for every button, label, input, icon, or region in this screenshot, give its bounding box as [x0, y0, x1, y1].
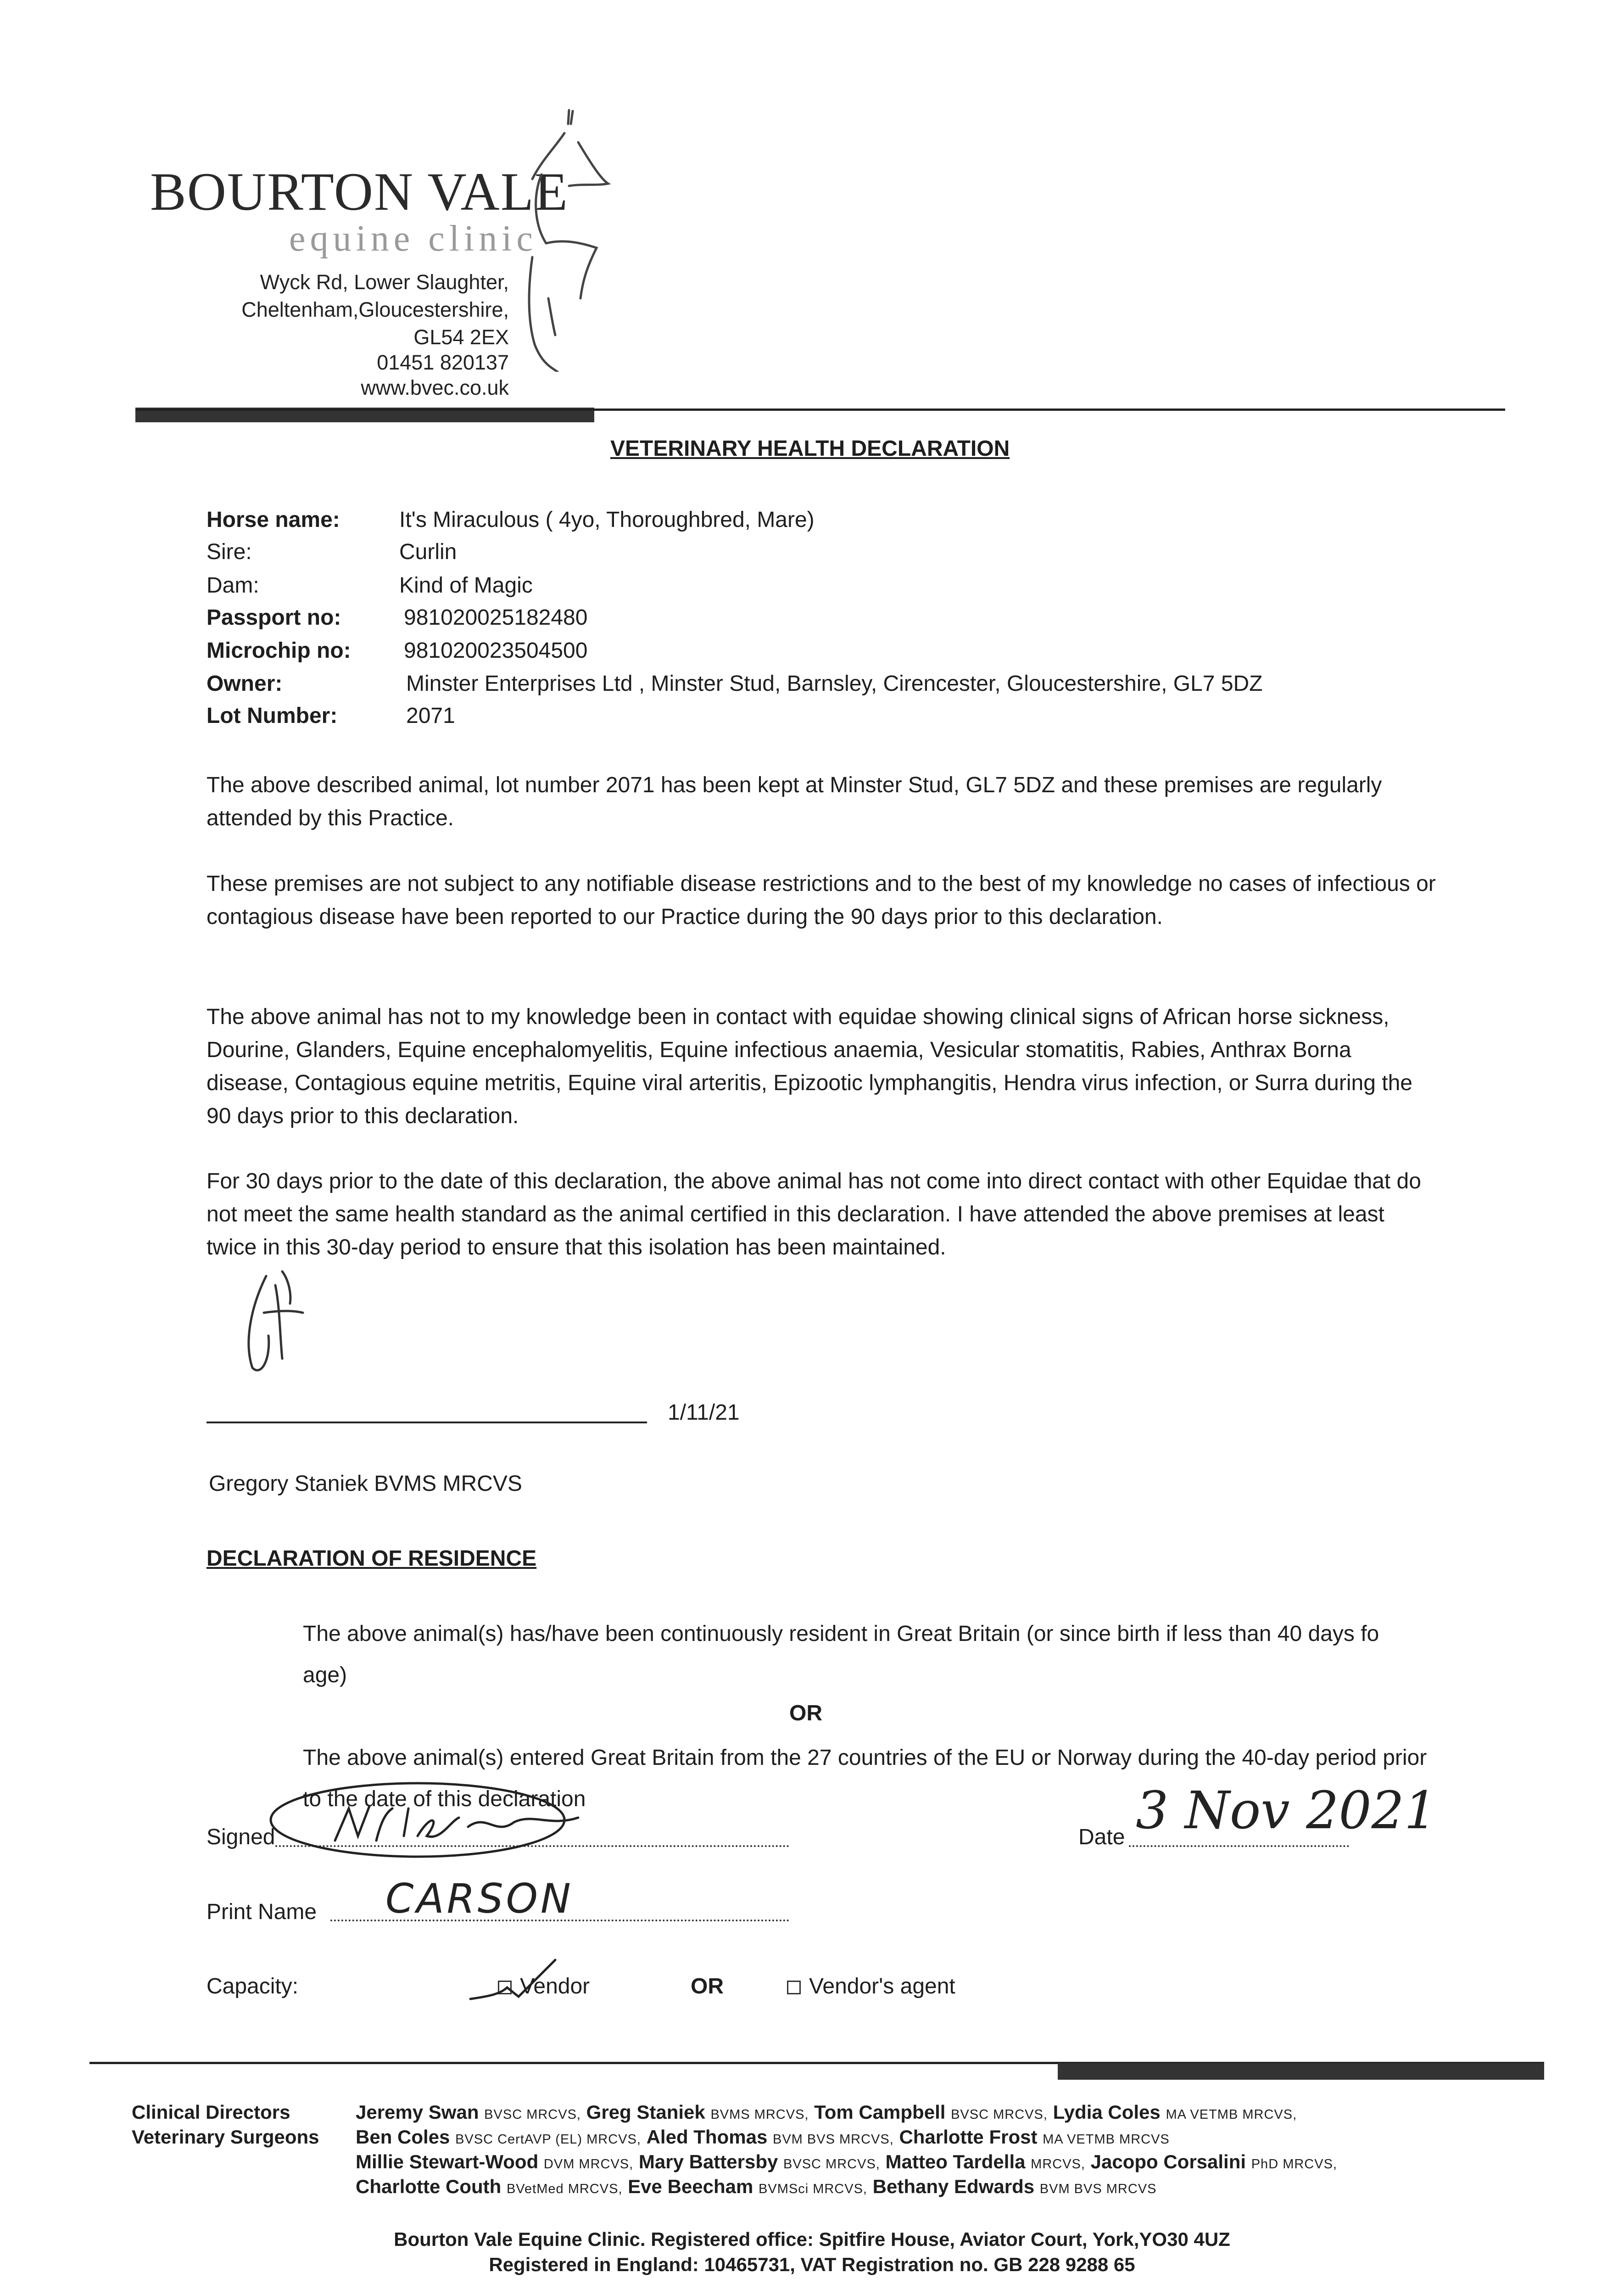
staff-name: Jeremy Swan — [356, 2101, 479, 2123]
staff-quals: MA VETMB MRCVS — [1043, 2132, 1170, 2147]
staff-name: Charlotte Couth — [356, 2176, 502, 2197]
field-label: Horse name: — [206, 508, 340, 532]
field-label: Sire: — [206, 540, 252, 564]
staff-quals: BVSC MRCVS, — [951, 2107, 1048, 2122]
horse-logo-icon — [514, 106, 624, 372]
staff-quals: BVMS MRCVS, — [710, 2107, 809, 2122]
passport-value: 981020025182480 — [404, 605, 588, 630]
staff-quals: MA VETMB MRCVS, — [1166, 2107, 1297, 2122]
declaration-paragraph: The above animal has not to my knowledge been in contact with equidae showing clinical signs of African horse sickness, Dourine, Glanders, Equine encephalomyelitis, Equine infectious anaemia, Vesicular stomatitis, Rabies, Anthrax Borna disease, Contagious equine metritis, Equine viral arteritis, Epizootic lymphangitis, Hendra virus infection, or Surra during the 90 days prior to this declaration. — [206, 1005, 1412, 1128]
residence-date-value: 3 Nov 2021 — [1136, 1781, 1437, 1841]
address-line: 01451 820137 — [377, 351, 509, 374]
staff-quals: DVM MRCVS, — [543, 2157, 634, 2172]
dam-value: Kind of Magic — [399, 573, 533, 598]
vendor-tick-icon — [468, 1955, 560, 2006]
staff-name: Greg Staniek — [586, 2101, 705, 2123]
clinical-directors-label: Clinical Directors — [132, 2101, 290, 2123]
field-label: Lot Number: — [206, 704, 338, 728]
registered-office: Bourton Vale Equine Clinic. Registered office: Spitfire House, Aviator Court, York,YO30 4UZ — [394, 2228, 1230, 2250]
staff-name: Ben Coles — [356, 2126, 450, 2148]
print-name-value: CARSON — [385, 1875, 574, 1922]
vet-signature-icon — [239, 1267, 321, 1377]
microchip-value: 981020023504500 — [404, 638, 588, 663]
declaration-paragraph: For 30 days prior to the date of this declaration, the above animal has not come into direct contact with other Equidae that do not meet the same health standard as the animal certified in this declaration. I have attended the above premises at least twice in this 30-day period to ensure that this isolation has been maintained. — [206, 1169, 1421, 1259]
staff-name: Charlotte Frost — [899, 2126, 1038, 2148]
clinic-subtitle: equine clinic — [289, 218, 537, 259]
date-line — [1129, 1845, 1349, 1847]
staff-line — [356, 2176, 1157, 2198]
field-label: Dam: — [206, 573, 259, 598]
staff-name: Eve Beecham — [628, 2176, 753, 2197]
staff-name: Aled Thomas — [646, 2126, 768, 2148]
footer-rule-thick — [1058, 2063, 1544, 2080]
staff-name: Lydia Coles — [1053, 2101, 1161, 2123]
address-line: GL54 2EX — [413, 325, 509, 349]
staff-quals: MRCVS, — [1031, 2157, 1085, 2172]
residence-option-2: The above animal(s) entered Great Britain from the 27 countries of the EU or Norway during the 40-day period prior to the date of this declaration — [303, 1746, 1427, 1811]
staff-name: Tom Campbell — [814, 2101, 946, 2123]
staff-quals: BVSC MRCVS, — [783, 2157, 880, 2172]
vet-name: Gregory Staniek BVMS MRCVS — [209, 1472, 522, 1496]
print-name-label: Print Name — [206, 1900, 317, 1924]
field-label: Microchip no: — [206, 638, 351, 663]
residence-option-1: The above animal(s) has/have been continuously resident in Great Britain (or since birth if less than 40 days fo age) — [303, 1622, 1379, 1687]
vendor-agent-checkbox[interactable] — [787, 1981, 801, 1994]
lot-number-value: 2071 — [406, 704, 455, 728]
staff-quals: PhD MRCVS, — [1251, 2157, 1337, 2172]
staff-name: Matteo Tardella — [885, 2151, 1026, 2172]
address-line: Cheltenham,Gloucestershire, — [241, 298, 509, 321]
address-line: Wyck Rd, Lower Slaughter, — [260, 270, 509, 294]
staff-name: Jacopo Corsalini — [1090, 2151, 1246, 2172]
sire-value: Curlin — [399, 540, 457, 564]
header-rule — [135, 409, 1505, 411]
capacity-or: OR — [691, 1974, 724, 1998]
residence-or: OR — [789, 1701, 822, 1725]
registration-numbers: Registered in England: 10465731, VAT Registration no. GB 228 9288 65 — [489, 2254, 1135, 2275]
owner-value: Minster Enterprises Ltd , Minster Stud, Barnsley, Cirencester, Gloucestershire, GL7 5DZ — [406, 672, 1263, 696]
veterinary-surgeons-label: Veterinary Surgeons — [132, 2126, 319, 2148]
declaration-paragraph: These premises are not subject to any notifiable disease restrictions and to the best of my knowledge no cases of infectious or contagious disease have been reported to our Practice during the 90 days prior to this declaration. — [206, 872, 1436, 929]
staff-quals: BVM BVS MRCVS — [1039, 2182, 1157, 2196]
capacity-agent-option[interactable] — [787, 1974, 955, 1999]
vet-signature-line — [206, 1422, 647, 1423]
staff-name: Bethany Edwards — [872, 2176, 1035, 2197]
field-label: Passport no: — [206, 605, 341, 630]
field-label: Owner: — [206, 672, 283, 696]
capacity-label: Capacity: — [206, 1974, 299, 1998]
staff-line — [356, 2151, 1337, 2173]
vet-signature-date: 1/11/21 — [668, 1400, 740, 1425]
vendor-agent-label: Vendor's agent — [809, 1974, 955, 1998]
staff-quals: BVSC CertAVP (EL) MRCVS, — [455, 2132, 641, 2147]
staff-line — [356, 2126, 1170, 2148]
vendor-label: Vendor — [520, 1974, 590, 1998]
declaration-paragraph: The above described animal, lot number 2071 has been kept at Minster Stud, GL7 5DZ and these premises are regularly attended by this Practice. — [206, 773, 1382, 830]
staff-name: Mary Battersby — [638, 2151, 778, 2172]
horse-name-value: It's Miraculous ( 4yo, Thoroughbred, Mare) — [399, 508, 815, 532]
staff-name: Millie Stewart-Wood — [356, 2151, 539, 2172]
staff-quals: BVetMed MRCVS, — [506, 2182, 623, 2196]
staff-quals: BVM BVS MRCVS, — [772, 2132, 894, 2147]
website: www.bvec.co.uk — [361, 376, 509, 399]
staff-quals: BVMSci MRCVS, — [759, 2182, 867, 2196]
staff-quals: BVSC MRCVS, — [484, 2107, 581, 2122]
signed-label: Signed — [206, 1825, 275, 1849]
document-title: VETERINARY HEALTH DECLARATION — [610, 437, 1010, 461]
date-label: Date — [1078, 1825, 1125, 1849]
staff-line — [356, 2101, 1297, 2123]
residence-title: DECLARATION OF RESIDENCE — [206, 1546, 537, 1571]
vendor-signature-icon — [266, 1772, 633, 1864]
clinic-name: BOURTON VALE — [150, 162, 569, 222]
